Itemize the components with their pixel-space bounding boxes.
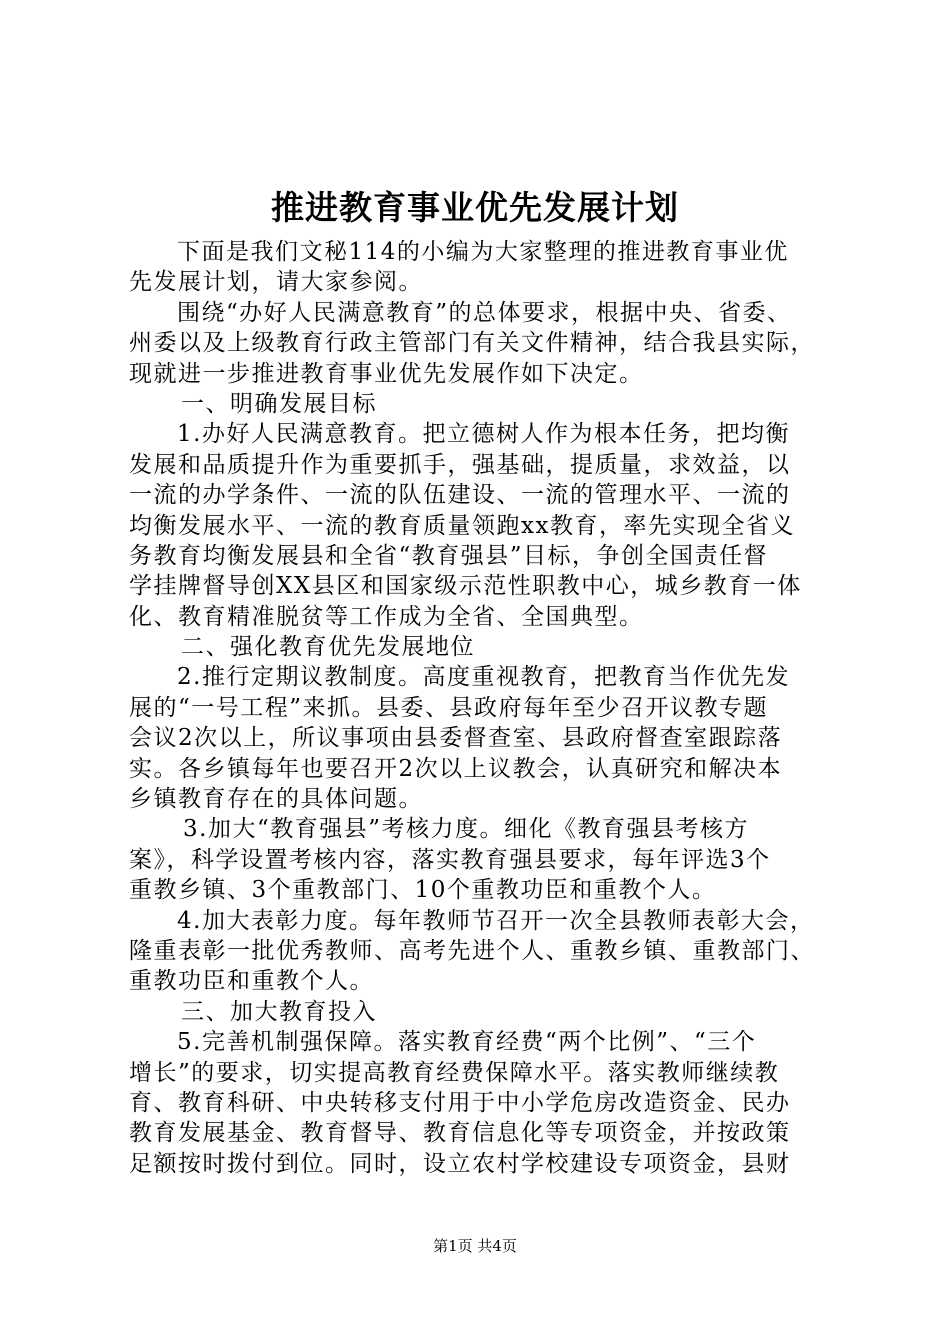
paragraph-line: 教育发展基金、教育督导、教育信息化等专项资金，并按政策 (129, 1120, 791, 1147)
paragraph-line: 重教乡镇、3个重教部门、10个重教功臣和重教个人。 (129, 877, 717, 904)
section-heading: 一、明确发展目标 (181, 390, 377, 417)
paragraph-line: 足额按时拨付到位。同时，设立农村学校建设专项资金，县财 (129, 1150, 791, 1177)
paragraph-line: 一流的办学条件、一流的队伍建设、一流的管理水平、一流的 (129, 482, 791, 509)
paragraph-line: 展的“一号工程”来抓。县委、县政府每年至少召开议教专题 (129, 694, 769, 721)
section-heading: 二、强化教育优先发展地位 (181, 634, 475, 661)
paragraph-line: 务教育均衡发展县和全省“教育强县”目标，争创全国责任督 (129, 542, 769, 569)
paragraph-line: 案》，科学设置考核内容，落实教育强县要求，每年评选3个 (129, 846, 771, 873)
paragraph-line: 3.加大“教育强县”考核力度。细化《教育强县考核方 (183, 816, 749, 843)
paragraph-line: 4.加大表彰力度。每年教师节召开一次全县教师表彰大会， (177, 907, 815, 934)
paragraph-line: 增长”的要求，切实提高教育经费保障水平。落实教师继续教 (129, 1059, 780, 1086)
paragraph-line: 乡镇教育存在的具体问题。 (129, 786, 423, 813)
paragraph-line: 现就进一步推进教育事业优先发展作如下决定。 (129, 360, 644, 387)
paragraph-line: 围绕“办好人民满意教育”的总体要求，根据中央、省委、 (177, 299, 792, 326)
paragraph-line: 1.办好人民满意教育。把立德树人作为根本任务，把均衡 (177, 421, 790, 448)
paragraph-line: 实。各乡镇每年也要召开2次以上议教会，认真研究和解决本 (129, 755, 783, 782)
paragraph-line: 育、教育科研、中央转移支付用于中小学危房改造资金、民办 (129, 1089, 791, 1116)
paragraph-line: 先发展计划，请大家参阅。 (129, 269, 423, 296)
paragraph-line: 下面是我们文秘114的小编为大家整理的推进教育事业优 (177, 239, 789, 265)
paragraph-line: 2.推行定期议教制度。高度重视教育，把教育当作优先发 (177, 664, 790, 691)
paragraph-line: 学挂牌督导创XX县区和国家级示范性职教中心，城乡教育一体 (129, 573, 802, 600)
paragraph-line: 隆重表彰一批优秀教师、高考先进个人、重教乡镇、重教部门、 (129, 937, 815, 964)
document-body (129, 237, 849, 1179)
paragraph-line: 化、教育精准脱贫等工作成为全省、全国典型。 (129, 603, 644, 630)
document-title: 推进教育事业优先发展计划 (271, 188, 679, 227)
paragraph-line: 重教功臣和重教个人。 (129, 968, 374, 995)
section-heading: 三、加大教育投入 (181, 998, 377, 1025)
paragraph-line: 发展和品质提升作为重要抓手，强基础，提质量，求效益，以 (129, 451, 791, 478)
paragraph-line: 均衡发展水平、一流的教育质量领跑xx教育，率先实现全省义 (129, 512, 795, 539)
paragraph-line: 5.完善机制强保障。落实教育经费“两个比例”、“三个 (177, 1029, 757, 1056)
paragraph-line: 州委以及上级教育行政主管部门有关文件精神，结合我县实际， (129, 330, 815, 357)
paragraph-line: 会议2次以上，所议事项由县委督查室、县政府督查室跟踪落 (129, 725, 783, 752)
page-footer: 第1页 共4页 (433, 1237, 517, 1255)
